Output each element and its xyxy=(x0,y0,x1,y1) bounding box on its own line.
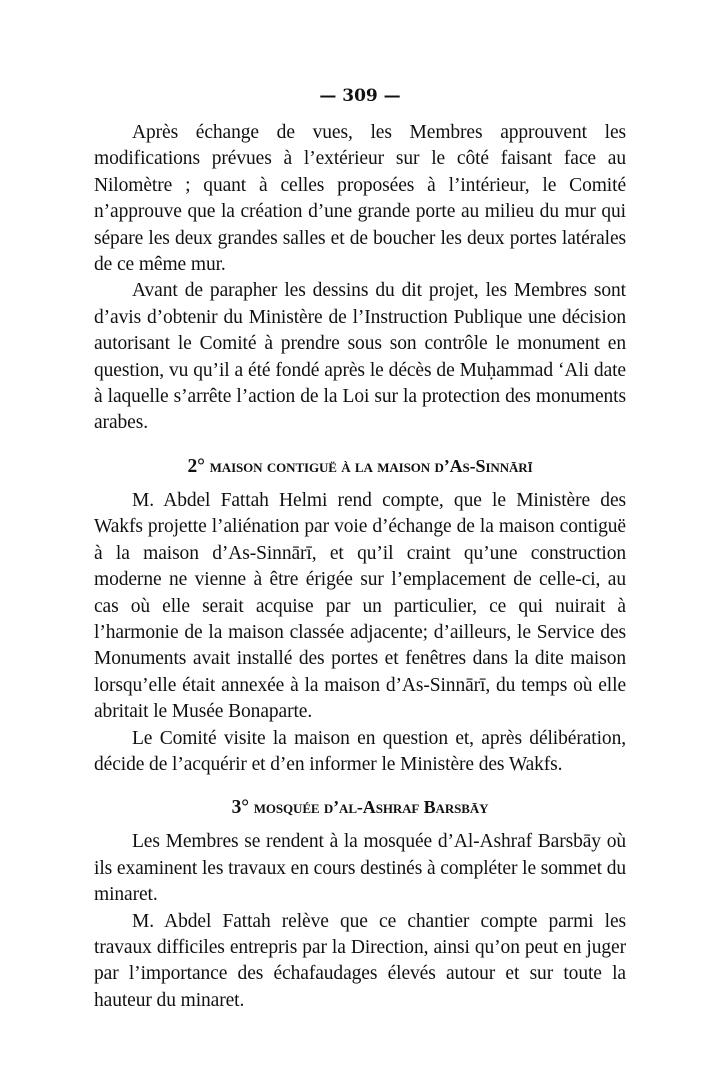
paragraph: Avant de parapher les dessins du dit projet, les Membres sont d’avis d’obtenir du Ministère de l’Instruction Publique une décision autorisant le Comité à prendre sous son contrôle le monument en question, vu qu’il a été fondé après le décès de Muḥammad ‘Ali date à laquelle s’arrête l’action de la Loi sur la protection des monuments arabes. xyxy=(94,280,626,434)
section-number: 3° xyxy=(231,797,249,819)
paragraph: Le Comité visite la maison en question et, après délibération, décide de l’acquérir et d’en informer le Ministère des Wakfs. xyxy=(94,727,626,775)
paragraph: M. Abdel Fattah relève que ce chantier compte parmi les travaux difficiles entrepris par la Direction, ainsi qu’on peut en juger par l’importance des échafaudages élevés autour et sur toute la hauteur du minaret. xyxy=(94,910,626,1011)
section-number: 2° xyxy=(187,455,205,477)
paragraph: Les Membres se rendent à la mosquée d’Al-Ashraf Barsbāy où ils examinent les travaux en cours destinés à compléter le sommet du minaret. xyxy=(94,831,627,906)
page-number: — 309 — xyxy=(319,86,401,106)
paragraph: Après échange de vues, les Membres approuvent les modifications prévues à l’extérieur sur le côté faisant face au Nilomètre ; quant à celles proposées à l’intérieur, le Comité n’approuve que la création d’une grande porte au milieu du mur qui sépare les deux grandes salles et de boucher les deux portes latérales de ce même mur. xyxy=(94,122,626,276)
section-title: maison contiguë à la maison d’As-Sinnārī xyxy=(209,455,533,476)
section-heading xyxy=(94,454,626,479)
paragraph: M. Abdel Fattah Helmi rend compte, que le Ministère des Wakfs projette l’aliénation par voie d’échange de la maison contiguë à la maison d’As-Sinnārī, et qu’il craint qu’une construction moderne ne vienne à être érigée sur l’emplacement de celle-ci, au cas où elle serait acquise par un particulier, ce qui nuirait à l’harmonie de la maison classée adjacente; d’ailleurs, le Service des Monuments avait installé des portes et fenêtres dans la dite maison lorsqu’elle était annexée à la maison d’As-Sinnārī, du temps où elle abritait le Musée Bonaparte. xyxy=(94,489,626,723)
section-heading xyxy=(94,795,626,820)
body-text xyxy=(94,120,626,1014)
section-title: mosquée d’al-Ashraf Barsbāy xyxy=(253,797,489,818)
